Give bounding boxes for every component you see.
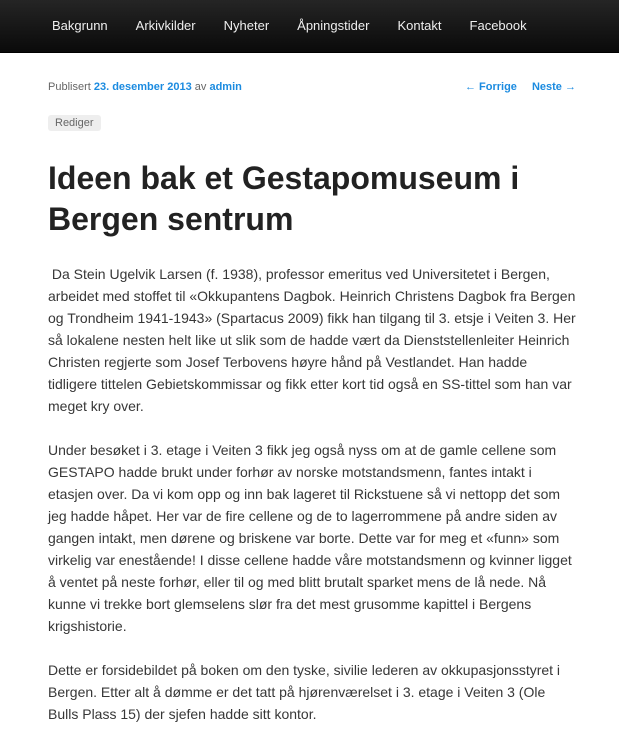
nav-item-arkivkilder[interactable]: Arkivkilder — [135, 18, 196, 33]
nav-item-bakgrunn[interactable]: Bakgrunn — [52, 18, 108, 33]
author-link[interactable]: admin — [209, 81, 242, 93]
article-content — [48, 263, 580, 747]
nav-item-nyheter[interactable]: Nyheter — [223, 18, 270, 33]
published-prefix: Publisert — [48, 81, 94, 93]
nav-item-facebook[interactable]: Facebook — [469, 18, 527, 33]
next-post-link[interactable]: Neste → — [531, 81, 576, 93]
nav-item-kontakt[interactable]: Kontakt — [397, 18, 442, 33]
edit-button[interactable]: Rediger — [48, 115, 101, 131]
paragraph: Dette er forsidebildet på boken om den tyske, sivilie lederen av okkupasjonsstyret i Bergen. Etter alt å dømme er det tatt på hjørenværelset i 3. etage i Veiten 3 (Ole Bulls Plass 15) der sjefen hadde sitt kontor. — [48, 662, 561, 722]
top-navigation — [0, 0, 619, 53]
page-title: Ideen bak et Gestapomuseum i Bergen sentrum — [48, 160, 520, 237]
post-date-link[interactable]: 23. desember 2013 — [93, 81, 192, 93]
nav-item-apningstider[interactable]: Åpningstider — [297, 18, 370, 33]
post-meta — [48, 80, 576, 94]
post-navigation — [453, 80, 576, 94]
paragraph: Da Stein Ugelvik Larsen (f. 1938), professor emeritus ved Universitetet i Bergen, arbeidet med stoffet til «Okkupantens Dagbok. Heinrich Christens Dagbok fra Bergen og Trondheim 1941-1943» (Spartacus 2009) fikk han tilgang til 3. etsje i Veiten 3. Her så lokalene nesten helt like ut slik som de hadde vært da Dienststellenleiter Heinrich Christen regjerte som Josef Terbovens høyre hånd på Vestlandet. Han hadde tidligere tittelen Gebietskommissar og fikk etter kort tid også en SS-tittel som han var meget kry over. — [48, 266, 580, 414]
nav-menu — [0, 0, 619, 52]
previous-post-link[interactable]: ← Forrige — [464, 81, 517, 93]
by-text: av — [191, 81, 210, 93]
paragraph: Under besøket i 3. etage i Veiten 3 fikk jeg også nyss om at de gamle cellene som GESTAPO hadde brukt under forhør av norske motstandsmenn, fantes intakt i etasjen over. Da vi kom opp og inn bak lageret til Rickstuene så vi nettopp det som jeg hadde håpet. Her var de fire cellene og de to lagerrommene på andre siden av gangen intakt, men dørene og briskene var borte. Dette var for meg et «funn» som virkelig var enestående! I disse cellene hadde våre motstandsmenn og kvinner ligget å ventet på neste forhør, eller til og med blitt brutalt sparket mens de lå nede. Nå kunne vi trekke bort glemselens slør fra det mest grusomme kapittel i Bergens krigshistorie. — [48, 442, 572, 634]
